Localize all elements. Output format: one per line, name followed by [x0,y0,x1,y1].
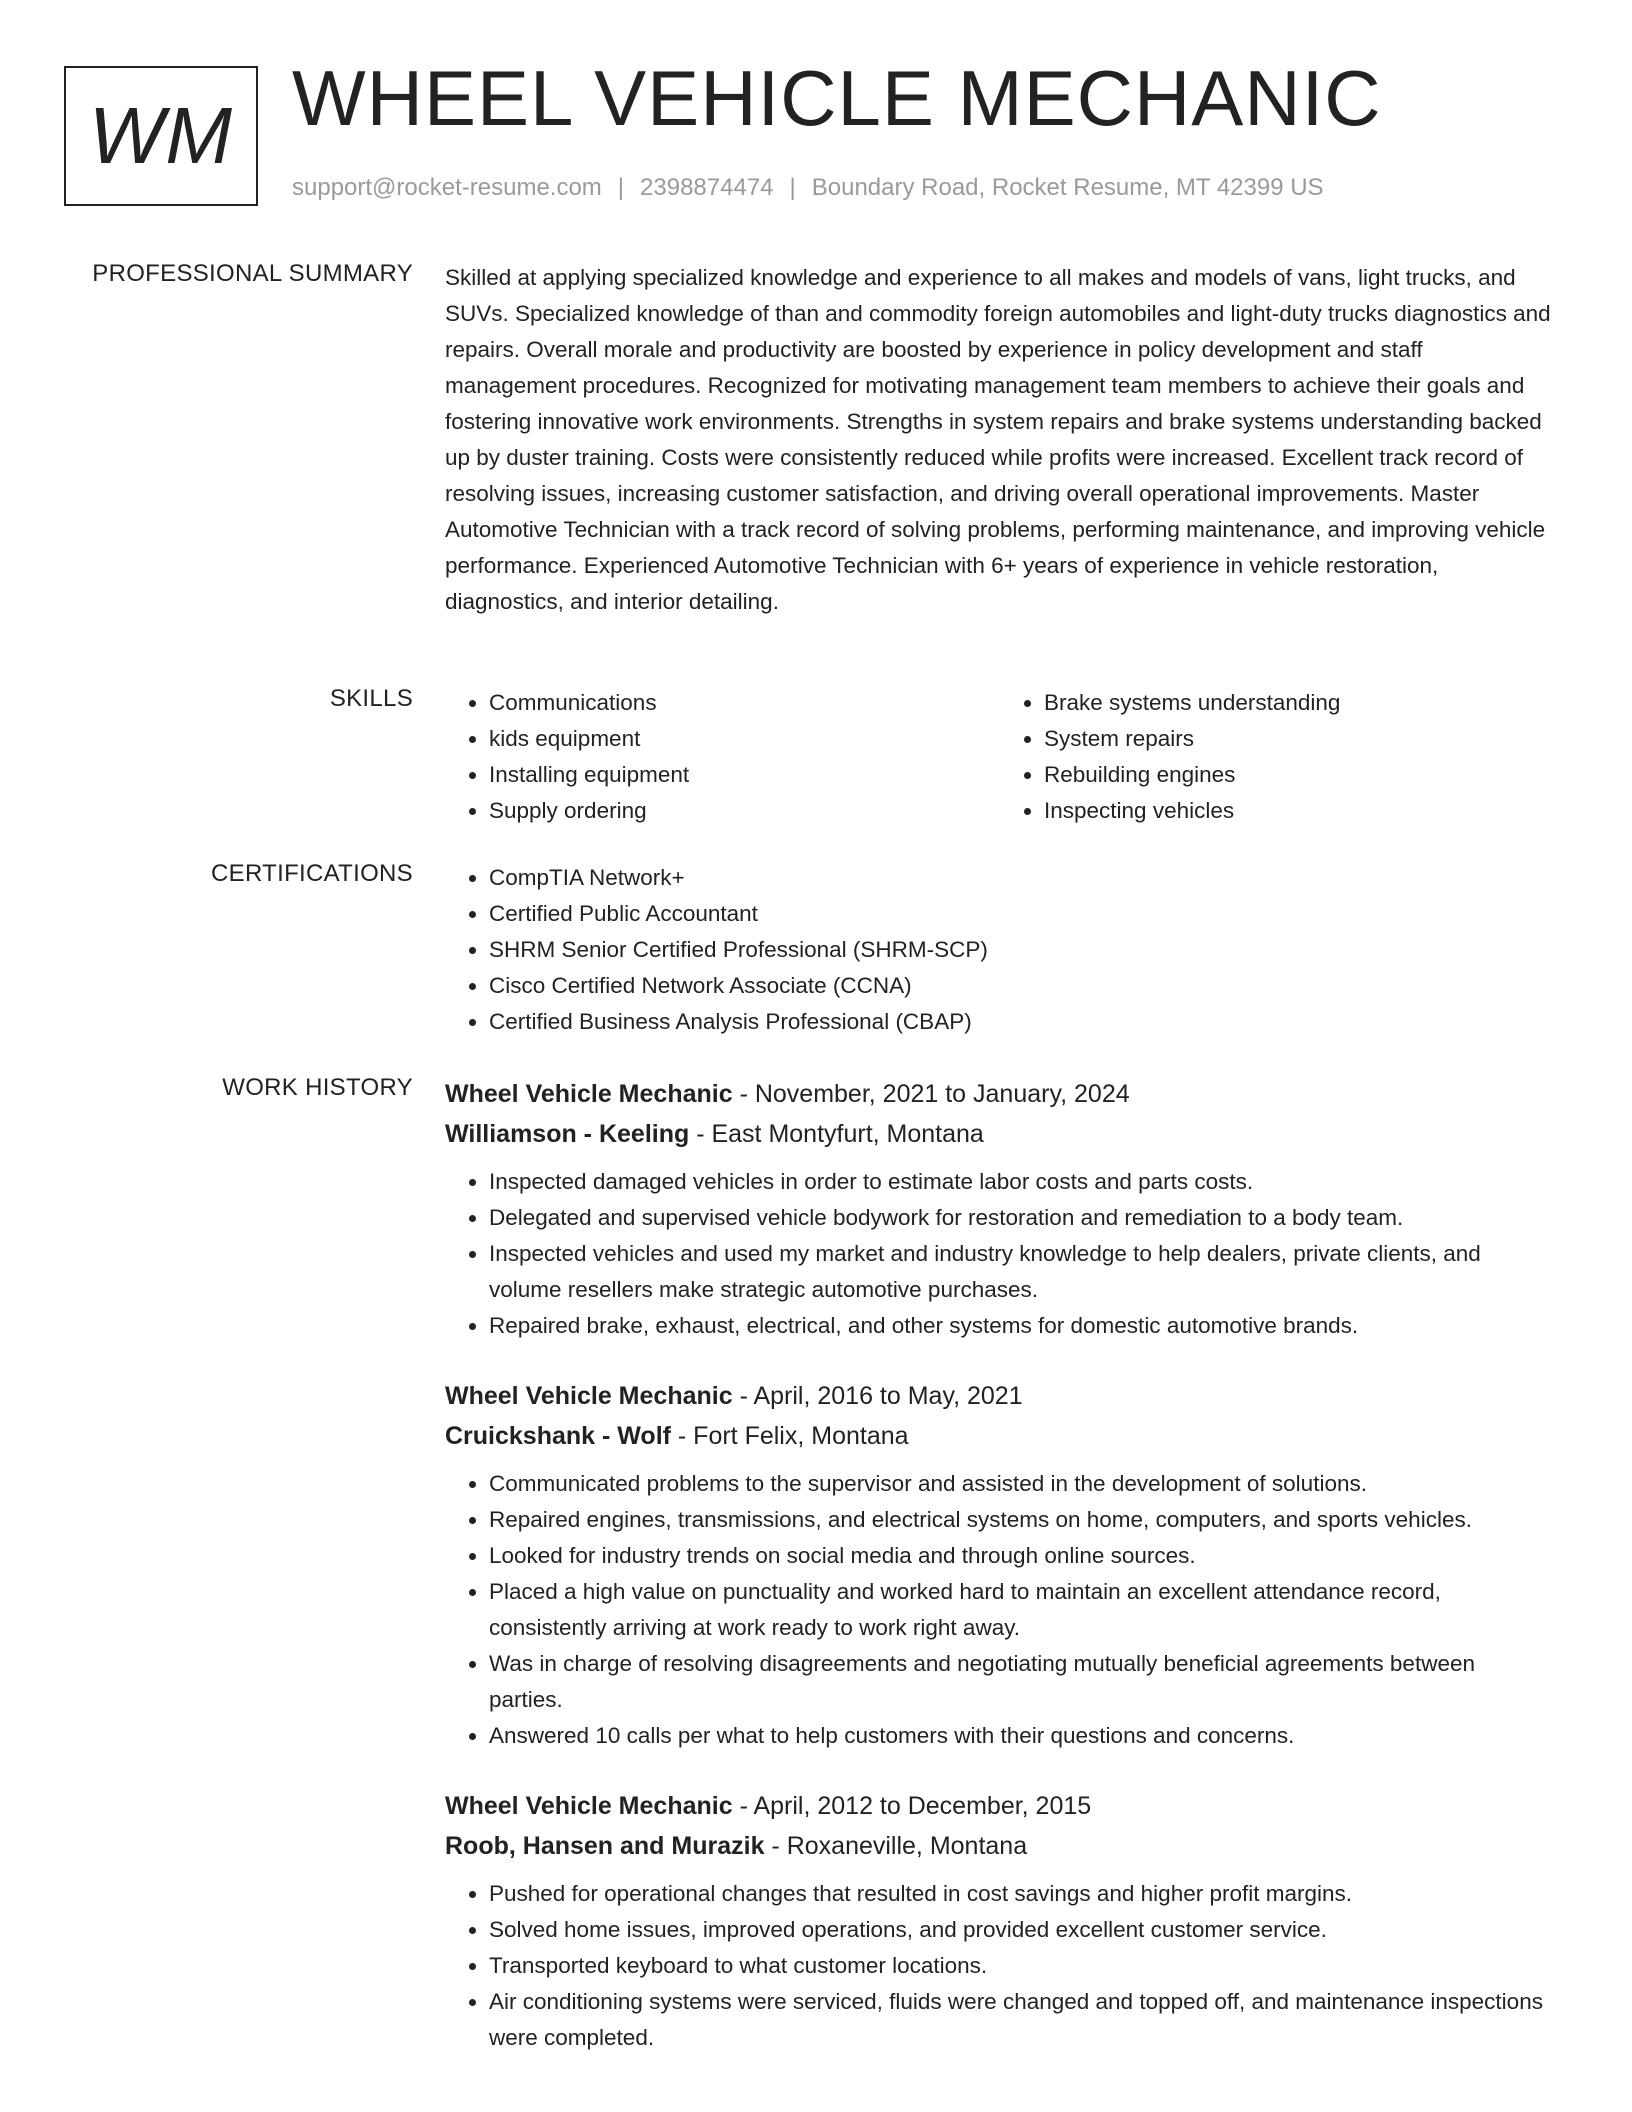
skills-list-right [1000,685,1555,829]
job-bullet: • Solved home issues, improved operations, and provided excellent customer service. [489,1912,1555,1948]
job-title-line [445,1376,1555,1416]
job-company-line [445,1416,1555,1456]
job-company: Cruickshank - Wolf [445,1422,671,1450]
section-label-skills: SKILLS [329,685,413,712]
job-company-line [445,1114,1555,1154]
certification-item: • Certified Public Accountant [489,896,1555,932]
contact-separator: | [617,174,625,201]
job-title: Wheel Vehicle Mechanic [445,1382,733,1410]
work-history-body [445,1074,1555,2088]
contact-line [292,174,1324,202]
skills-list-left [445,685,1000,829]
certification-item: • SHRM Senior Certified Professional (SHRM-SCP) [489,932,1555,968]
summary-body [445,260,1555,620]
skills-body [445,685,1555,829]
job-bullet: • Communicated problems to the supervisor and assisted in the development of solutions. [489,1466,1555,1502]
job-location: - East Montyfurt, Montana [689,1120,984,1148]
contact-separator: | [789,174,796,201]
certifications-list [445,860,1555,1040]
job-bullet: • Air conditioning systems were serviced, fluids were changed and topped off, and maintenance inspections were completed. [489,1984,1555,2056]
job-bullet: • Answered 10 calls per what to help customers with their questions and concerns. [489,1718,1555,1754]
job-bullets [445,1164,1555,1344]
skill-item: • Inspecting vehicles [1044,793,1555,829]
skill-item: • Installing equipment [489,757,1000,793]
contact-email: support@rocket-resume.com [292,174,602,201]
job-title: Wheel Vehicle Mechanic [445,1080,733,1108]
skill-item: • System repairs [1044,721,1555,757]
skill-item: • Communications [489,685,1000,721]
job-company-line [445,1826,1555,1866]
job-bullet: • Repaired engines, transmissions, and electrical systems on home, computers, and sports vehicles. [489,1502,1555,1538]
summary-text: Skilled at applying specialized knowledge and experience to all makes and models of vans, light trucks, and SUVs. Specialized knowledge of than and commodity foreign automobiles and light-duty trucks diagnostics and repairs. Overall morale and productivity are boosted by experience in policy development and staff management procedures. Recognized for motivating management team members to achieve their goals and fostering innovative work environments. Strengths in system repairs and brake systems understanding backed up by duster training. Costs were consistently reduced while profits were increased. Excellent track record of resolving issues, increasing customer satisfaction, and driving overall operational improvements. Master Automotive Technician with a track record of solving problems, performing maintenance, and improving vehicle performance. Experienced Automotive Technician with 6+ years of experience in vehicle restoration, diagnostics, and interior detailing. [445,265,1551,614]
section-label-work-history: WORK HISTORY [222,1074,413,1101]
job-bullet: • Inspected damaged vehicles in order to estimate labor costs and parts costs. [489,1164,1555,1200]
section-label-certifications: CERTIFICATIONS [211,860,413,887]
job-dates: - April, 2016 to May, 2021 [732,1382,1023,1410]
skill-item: • Supply ordering [489,793,1000,829]
job-dates: - April, 2012 to December, 2015 [732,1792,1092,1820]
job-entry [445,1376,1555,1754]
job-bullets [445,1466,1555,1754]
job-title: Wheel Vehicle Mechanic [445,1792,733,1820]
section-label-summary: PROFESSIONAL SUMMARY [92,260,413,287]
certification-item: • CompTIA Network+ [489,860,1555,896]
job-bullet: • Pushed for operational changes that resulted in cost savings and higher profit margins. [489,1876,1555,1912]
job-bullets [445,1876,1555,2056]
job-bullet: • Was in charge of resolving disagreements and negotiating mutually beneficial agreements between parties. [489,1646,1555,1718]
job-bullet: • Looked for industry trends on social media and through online sources. [489,1538,1555,1574]
contact-phone: 2398874474 [640,174,774,201]
skill-item: • kids equipment [489,721,1000,757]
page-title: WHEEL VEHICLE MECHANIC [292,54,1382,142]
skill-item: • Brake systems understanding [1044,685,1555,721]
job-bullet: • Transported keyboard to what customer locations. [489,1948,1555,1984]
job-company: Roob, Hansen and Murazik [445,1832,765,1860]
job-location: - Fort Felix, Montana [670,1422,909,1450]
job-dates: - November, 2021 to January, 2024 [732,1080,1130,1108]
job-title-line [445,1074,1555,1114]
certification-item: • Certified Business Analysis Professional (CBAP) [489,1004,1555,1040]
job-company: Williamson - Keeling [445,1120,690,1148]
job-bullet: • Delegated and supervised vehicle bodywork for restoration and remediation to a body team. [489,1200,1555,1236]
job-entry [445,1074,1555,1344]
skill-item: • Rebuilding engines [1044,757,1555,793]
job-bullet: • Repaired brake, exhaust, electrical, and other systems for domestic automotive brands. [489,1308,1555,1344]
job-bullet: • Placed a high value on punctuality and worked hard to maintain an excellent attendance record, consistently arriving at work ready to work right away. [489,1574,1555,1646]
monogram-logo: WM [64,66,258,206]
certifications-body [445,860,1555,1040]
job-location: - Roxaneville, Montana [764,1832,1028,1860]
contact-address: Boundary Road, Rocket Resume, MT 42399 US [811,174,1324,201]
job-bullet: • Inspected vehicles and used my market and industry knowledge to help dealers, private clients, and volume resellers make strategic automotive purchases. [489,1236,1555,1308]
job-title-line [445,1786,1555,1826]
certification-item: • Cisco Certified Network Associate (CCNA) [489,968,1555,1004]
job-entry [445,1786,1555,2056]
